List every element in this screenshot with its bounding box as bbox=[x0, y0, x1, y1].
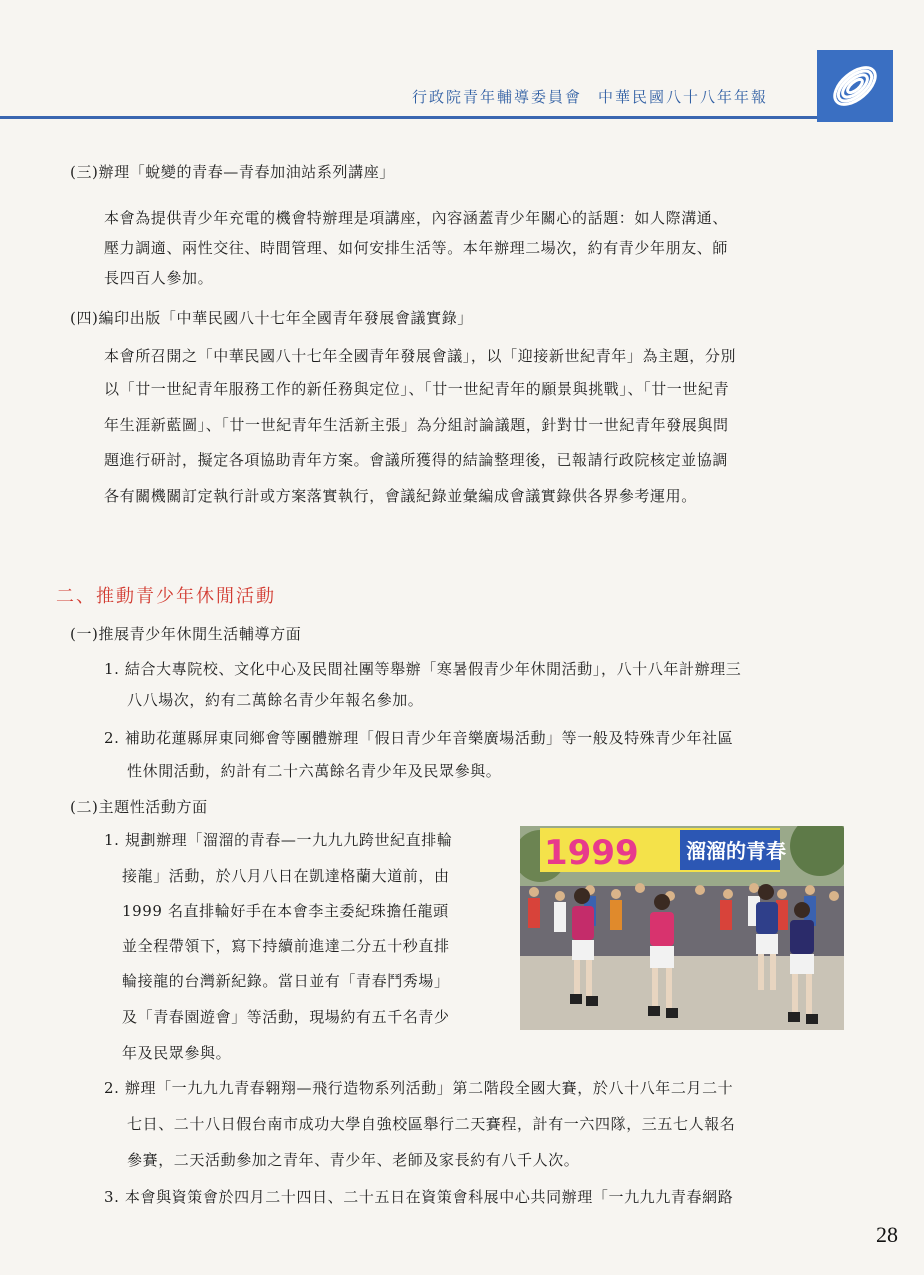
sub2-p1-line: 及「青春園遊會」等活動，現場約有五千名青少 bbox=[122, 1008, 450, 1026]
item4-line: 題進行研討，擬定各項協助青年方案。會議所獲得的結論整理後，已報請行政院核定並協調 bbox=[104, 451, 729, 469]
item4-line: 以「廿一世紀青年服務工作的新任務與定位」、「廿一世紀青年的願景與挑戰」、「廿一世紀青 bbox=[104, 380, 730, 398]
sub2-p1-line: 並全程帶領下，寫下持續前進達二分五十秒直排 bbox=[122, 937, 450, 955]
section-heading: 二、推動青少年休閒活動 bbox=[56, 586, 276, 607]
item3-line: 本會為提供青少年充電的機會特辦理是項講座，內容涵蓋青少年關心的話題：如人際溝通、 bbox=[104, 209, 729, 227]
item4-line: 各有關機關訂定執行計或方案落實執行，會議紀錄並彙編成會議實錄供各界參考運用。 bbox=[104, 487, 697, 505]
sub2-title: (二)主題性活動方面 bbox=[70, 798, 208, 816]
sub1-p2-line: 性休閒活動，約計有二十六萬餘名青少年及民眾參與。 bbox=[127, 762, 502, 780]
sub1-p1-line: 八八場次，約有二萬餘名青少年報名參加。 bbox=[127, 691, 424, 709]
running-header bbox=[412, 86, 768, 107]
sub2-p2-line: 2. 辦理「一九九九青春翱翔—飛行造物系列活動」第二階段全國大賽，於八十八年二月二十 bbox=[104, 1079, 734, 1097]
rings-logo-icon bbox=[817, 50, 893, 122]
sub1-title: (一)推展青少年休閒生活輔導方面 bbox=[70, 625, 302, 643]
item3-line: 壓力調適、兩性交往、時間管理、如何安排生活等。本年辦理二場次，約有青少年朋友、師 bbox=[104, 239, 729, 257]
inline-skating-event-photo bbox=[520, 826, 844, 1030]
sub2-p1-line: 接龍」活動，於八月八日在凱達格蘭大道前，由 bbox=[122, 867, 450, 885]
header-org: 行政院青年輔導委員會 bbox=[412, 88, 583, 106]
item4-line: 年生涯新藍圖」、「廿一世紀青年生活新主張」為分組討論議題，針對廿一世紀青年發展與問 bbox=[104, 416, 729, 434]
sub2-p1-line: 年及民眾參與。 bbox=[122, 1044, 232, 1062]
banner-title: 溜溜的青春 bbox=[686, 839, 786, 863]
sub2-p1-line: 輪接龍的台灣新紀錄。當日並有「青春鬥秀場」 bbox=[122, 972, 450, 990]
item3-line: 長四百人參加。 bbox=[104, 269, 214, 287]
sub2-p2-line: 參賽，二天活動參加之青年、青少年、老師及家長約有八千人次。 bbox=[127, 1151, 580, 1169]
item3-title: (三)辦理「蛻變的青春—青春加油站系列講座」 bbox=[70, 163, 395, 181]
item4-line: 本會所召開之「中華民國八十七年全國青年發展會議」，以「迎接新世紀青年」為主題，分別 bbox=[104, 347, 737, 365]
sub1-p2-line: 2. 補助花蓮縣屏東同鄉會等團體辦理「假日青少年音樂廣場活動」等一般及特殊青少年社區 bbox=[104, 729, 734, 747]
header-rule bbox=[0, 116, 820, 119]
sub2-p1-line: 1. 規劃辦理「溜溜的青春—一九九九跨世紀直排輪 bbox=[104, 831, 453, 849]
banner-year: 1999 bbox=[544, 833, 639, 873]
sub2-p1-line: 1999 名直排輪好手在本會李主委紀珠擔任龍頭 bbox=[122, 902, 449, 920]
sub1-p1-line: 1. 結合大專院校、文化中心及民間社團等舉辦「寒暑假青少年休閒活動」，八十八年計辦理三 bbox=[104, 660, 742, 678]
sub2-p3-line: 3. 本會與資策會於四月二十四日、二十五日在資策會科展中心共同辦理「一九九九青春網路 bbox=[104, 1188, 734, 1206]
header-report: 中華民國八十八年年報 bbox=[598, 88, 769, 106]
page-number: 28 bbox=[876, 1222, 898, 1247]
sub2-p2-line: 七日、二十八日假台南市成功大學自強校區舉行二天賽程，計有一六四隊，三五七人報名 bbox=[127, 1115, 736, 1133]
item4-title: (四)編印出版「中華民國八十七年全國青年發展會議實錄」 bbox=[70, 309, 473, 327]
